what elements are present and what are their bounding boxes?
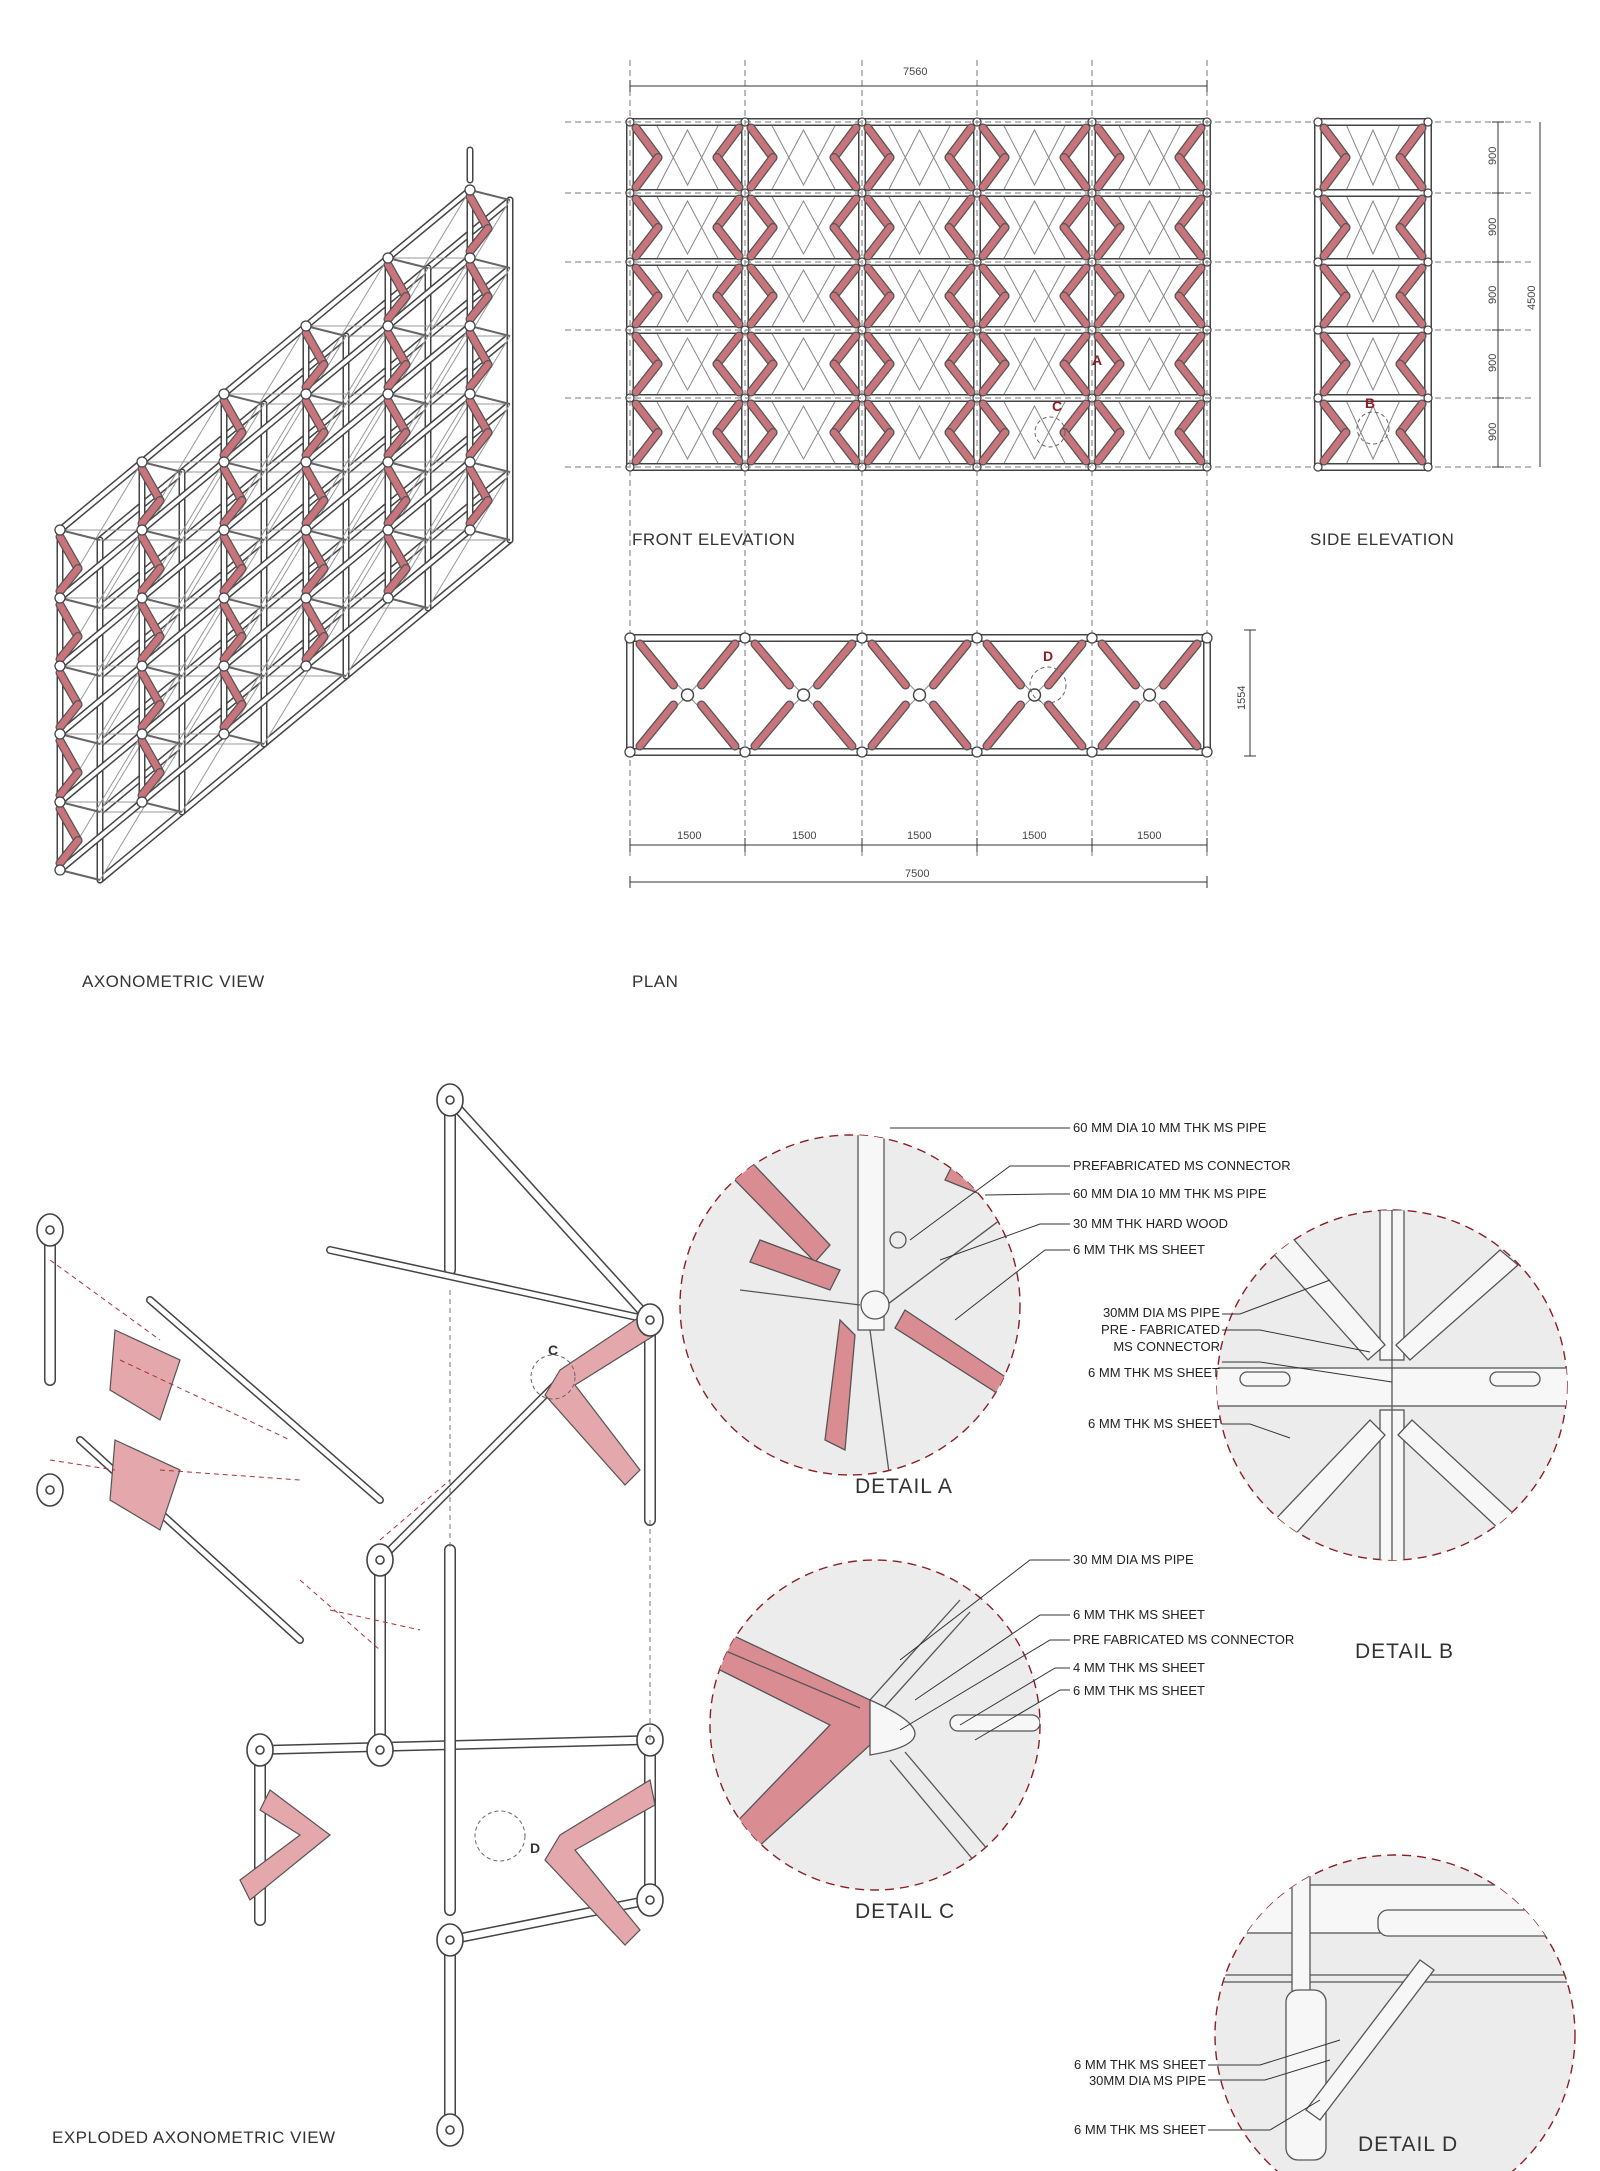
joint — [1424, 189, 1432, 197]
detail-b-note-3: MS CONNECTOR — [1113, 1339, 1220, 1354]
joint — [219, 593, 229, 603]
plan-node — [1029, 689, 1041, 701]
dim-plan-bay-2: 1500 — [792, 830, 817, 842]
detail-d-note-3: 6 MM THK MS SHEET — [1074, 2122, 1206, 2137]
joint — [55, 593, 65, 603]
joint — [55, 525, 65, 535]
joint — [1314, 189, 1322, 197]
joint — [383, 593, 393, 603]
detail-a-note-5: 6 MM THK MS SHEET — [1073, 1242, 1205, 1257]
axonometric-frame — [55, 150, 510, 880]
joint — [465, 253, 475, 263]
exploded-marker-circle-d — [475, 1811, 525, 1861]
timber-chevron — [545, 1310, 655, 1485]
joint — [465, 185, 475, 195]
assembly-line — [50, 1260, 160, 1340]
detail-a-drawing — [680, 1130, 1040, 1480]
joint — [465, 525, 475, 535]
joint — [1424, 258, 1432, 266]
exploded-marker-d: D — [530, 1840, 541, 1856]
plan-node — [682, 689, 694, 701]
front-elevation-title: FRONT ELEVATION — [632, 530, 796, 549]
timber-chevron — [110, 1330, 180, 1420]
detail-b-title: DETAIL B — [1355, 1640, 1455, 1663]
plan-title: PLAN — [632, 972, 679, 991]
detail-b-note-5: 6 MM THK MS SHEET — [1088, 1416, 1220, 1431]
dim-front-width: 7560 — [903, 66, 928, 78]
joint — [219, 729, 229, 739]
detail-d-note-1: 6 MM THK MS SHEET — [1074, 2057, 1206, 2072]
joint — [383, 457, 393, 467]
detail-b-drawing — [1200, 1200, 1600, 1570]
exploded-marker-c: C — [548, 1342, 559, 1358]
detail-a-title: DETAIL A — [855, 1475, 953, 1498]
joint — [137, 729, 147, 739]
detail-d-note-2: 30MM DIA MS PIPE — [1088, 2073, 1206, 2088]
joint — [1314, 258, 1322, 266]
dim-plan-bay-1: 1500 — [677, 830, 702, 842]
joint — [1202, 633, 1212, 643]
marker-d: D — [1043, 648, 1054, 664]
detail-c-note-3: PRE FABRICATED MS CONNECTOR — [1073, 1632, 1295, 1647]
joint — [383, 525, 393, 535]
joint — [740, 633, 750, 643]
joint — [219, 389, 229, 399]
joint — [383, 253, 393, 263]
assembly-line — [160, 1470, 300, 1480]
joint — [1314, 394, 1322, 402]
dim-side-4: 900 — [1487, 353, 1499, 372]
dim-plan-bay-4: 1500 — [1022, 830, 1047, 842]
assembly-line — [300, 1580, 380, 1650]
plan-node — [1144, 689, 1156, 701]
joint — [625, 747, 635, 757]
joint — [1314, 463, 1322, 471]
dim-side-3: 900 — [1487, 285, 1499, 304]
joint — [1202, 747, 1212, 757]
front-elevation-drawing — [626, 118, 1211, 471]
joint — [301, 525, 311, 535]
detail-b-note-1: 30MM DIA MS PIPE — [1102, 1305, 1220, 1320]
dim-plan-bay-3: 1500 — [907, 830, 932, 842]
joint — [383, 389, 393, 399]
joint — [465, 457, 475, 467]
marker-circle-b — [1357, 412, 1389, 444]
joint — [137, 525, 147, 535]
detail-a-note-1: 60 MM DIA 10 MM THK MS PIPE — [1073, 1120, 1267, 1135]
exploded-title: EXPLODED AXONOMETRIC VIEW — [52, 2128, 336, 2147]
joint — [972, 747, 982, 757]
detail-a-note-2: PREFABRICATED MS CONNECTOR — [1073, 1158, 1291, 1173]
joint — [740, 747, 750, 757]
assembly-line — [380, 1480, 450, 1540]
joint — [301, 321, 311, 331]
side-elevation-drawing — [1314, 118, 1432, 471]
joint — [857, 747, 867, 757]
exploded-axonometric-drawing — [37, 1084, 663, 2146]
joint — [383, 321, 393, 331]
detail-c-note-1: 30 MM DIA MS PIPE — [1073, 1552, 1194, 1567]
joint — [625, 633, 635, 643]
joint — [219, 525, 229, 535]
detail-d-drawing — [1200, 1855, 1600, 2171]
joint — [137, 661, 147, 671]
detail-c-note-5: 6 MM THK MS SHEET — [1073, 1683, 1205, 1698]
axonometric-title: AXONOMETRIC VIEW — [82, 972, 265, 991]
joint — [465, 321, 475, 331]
marker-b: B — [1365, 395, 1376, 411]
dim-side-5: 900 — [1487, 422, 1499, 441]
dim-plan-depth: 1554 — [1236, 685, 1248, 710]
plan-node — [798, 689, 810, 701]
joint — [1087, 747, 1097, 757]
joint — [55, 661, 65, 671]
joint — [972, 633, 982, 643]
dim-side-2: 900 — [1487, 217, 1499, 236]
dim-side-1: 900 — [1487, 146, 1499, 165]
joint — [1087, 633, 1097, 643]
joint — [1424, 463, 1432, 471]
joint — [137, 593, 147, 603]
detail-c-title: DETAIL C — [855, 1900, 956, 1923]
dim-plan-total: 7500 — [905, 868, 930, 880]
joint — [301, 389, 311, 399]
joint — [465, 389, 475, 399]
joint — [1424, 326, 1432, 334]
joint — [1424, 118, 1432, 126]
detail-c-note-4: 4 MM THK MS SHEET — [1073, 1660, 1205, 1675]
timber-chevron — [240, 1790, 330, 1900]
detail-b-note-2: PRE - FABRICATED — [1101, 1322, 1220, 1337]
marker-a: A — [1092, 352, 1103, 368]
joint — [219, 661, 229, 671]
side-elevation-title: SIDE ELEVATION — [1310, 530, 1455, 549]
front-dimension-lines — [565, 60, 1535, 860]
joint — [137, 797, 147, 807]
detail-a-note-4: 30 MM THK HARD WOOD — [1073, 1216, 1229, 1231]
detail-a-note-3: 60 MM DIA 10 MM THK MS PIPE — [1073, 1186, 1267, 1201]
joint — [857, 633, 867, 643]
dim-plan-bay-5: 1500 — [1137, 830, 1162, 842]
joint — [301, 457, 311, 467]
joint — [1314, 326, 1322, 334]
dim-side-total: 4500 — [1526, 285, 1538, 310]
plan-node — [914, 689, 926, 701]
plan-drawing — [625, 633, 1212, 757]
marker-c: C — [1052, 398, 1063, 414]
joint — [301, 661, 311, 671]
joint — [1424, 394, 1432, 402]
detail-b-note-4: 6 MM THK MS SHEET — [1088, 1365, 1220, 1380]
front-width-dimension — [630, 80, 1207, 92]
joint — [55, 797, 65, 807]
joint — [55, 865, 65, 875]
detail-d-title: DETAIL D — [1358, 2133, 1459, 2156]
joint — [1314, 118, 1322, 126]
detail-c-note-2: 6 MM THK MS SHEET — [1073, 1607, 1205, 1622]
joint — [301, 593, 311, 603]
joint — [137, 457, 147, 467]
joint — [55, 729, 65, 739]
joint — [219, 457, 229, 467]
detail-c-drawing — [700, 1560, 1040, 1900]
